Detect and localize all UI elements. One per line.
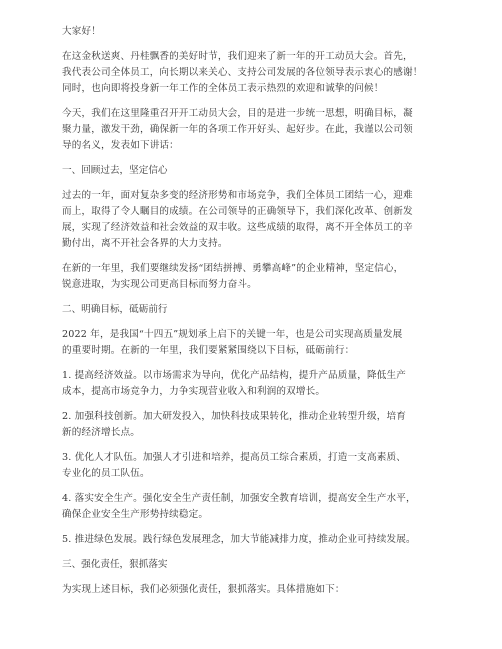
- text-line: 我代表公司全体员工，向长期以来关心、支持公司发展的各位领导表示衷心的感谢！: [62, 67, 423, 78]
- text-line: 5. 推进绿色发展。践行绿色发展理念，加大节能减排力度，推动企业可持续发展。: [62, 534, 416, 545]
- text-line: 聚力量，激发干劲，确保新一年的各项工作开好头、起好步。在此，我谨以公司领: [62, 124, 413, 135]
- section-1-paragraph-1: [62, 188, 482, 252]
- intro-paragraph-2: [62, 106, 482, 154]
- text-line: 今天，我们在这里隆重召开开工动员大会，目的是进一步统一思想，明确目标，凝: [62, 108, 413, 119]
- text-line: 4. 落实安全生产。强化安全生产责任制，加强安全教育培训，提高安全生产水平，: [62, 493, 416, 504]
- section-3-paragraph-1: [62, 582, 482, 598]
- text-line: 成本，提高市场竞争力，力争实现营业收入和利润的双增长。: [62, 386, 326, 397]
- section-heading-2: 二、明确目标，砥砺前行: [62, 304, 168, 315]
- intro-paragraph-1: [62, 49, 482, 97]
- text-line: 在这金秋送爽、丹桂飘香的美好时节，我们迎来了新一年的开工动员大会。首先，: [62, 51, 413, 62]
- text-line: 3. 优化人才队伍。加强人才引进和培养，提高员工综合素质，打造一支高素质、: [62, 452, 406, 463]
- text-line: 2022 年，是我国“十四五”规划承上启下的关键一年，也是公司实现高质量发展: [62, 329, 403, 340]
- list-item-2: [62, 409, 482, 441]
- text-line: 确保企业安全生产形势持续稳定。: [62, 509, 209, 520]
- text-line: 为实现上述目标，我们必须强化责任，狠抓落实。具体措施如下：: [62, 584, 345, 595]
- section-2-paragraph-1: [62, 327, 482, 359]
- section-heading-1: 一、回顾过去，坚定信心: [62, 165, 168, 176]
- text-line: 过去的一年，面对复杂多变的经济形势和市场竞争，我们全体员工团结一心，迎难: [62, 190, 413, 201]
- text-line: 2. 加强科技创新。加大研发投入，加快科技成果转化，推动企业转型升级，培育: [62, 411, 406, 422]
- list-item-3: [62, 450, 482, 482]
- section-1-paragraph-2: [62, 261, 482, 293]
- text-line: 锐意进取，为实现公司更高目标而努力奋斗。: [62, 279, 257, 290]
- greeting: [62, 24, 482, 40]
- section-heading-3: 三、强化责任，狠抓落实: [62, 559, 168, 570]
- text-line: 在新的一年里，我们要继续发扬“团结拼搏、勇攀高峰”的企业精神，坚定信心，: [62, 263, 404, 274]
- list-item-4: [62, 491, 482, 523]
- text-line: 同时，也向即将投身新一年工作的全体员工表示热烈的欢迎和诚挚的问候！: [62, 83, 384, 94]
- text-line: 专业化的员工队伍。: [62, 468, 150, 479]
- text-line: 而上，取得了令人瞩目的成绩。在公司领导的正确领导下，我们深化改革、创新发: [62, 206, 413, 217]
- text-line: 勤付出，离不开社会各界的大力支持。: [62, 238, 228, 249]
- list-item-5: [62, 532, 482, 548]
- document-page: [62, 24, 482, 607]
- text-line: 导的名义，发表如下讲话：: [62, 140, 179, 151]
- text-line: 展，实现了经济效益和社会效益的双丰收。这些成绩的取得，离不开全体员工的辛: [62, 222, 413, 233]
- text-line: 1. 提高经济效益。以市场需求为导向，优化产品结构，提升产品质量，降低生产: [62, 370, 406, 381]
- list-item-1: [62, 368, 482, 400]
- text-line: 的重要时期。在新的一年里，我们要紧紧围绕以下目标，砥砺前行：: [62, 345, 355, 356]
- text-line: 新的经济增长点。: [62, 427, 140, 438]
- greeting-line: 大家好！: [62, 26, 101, 37]
